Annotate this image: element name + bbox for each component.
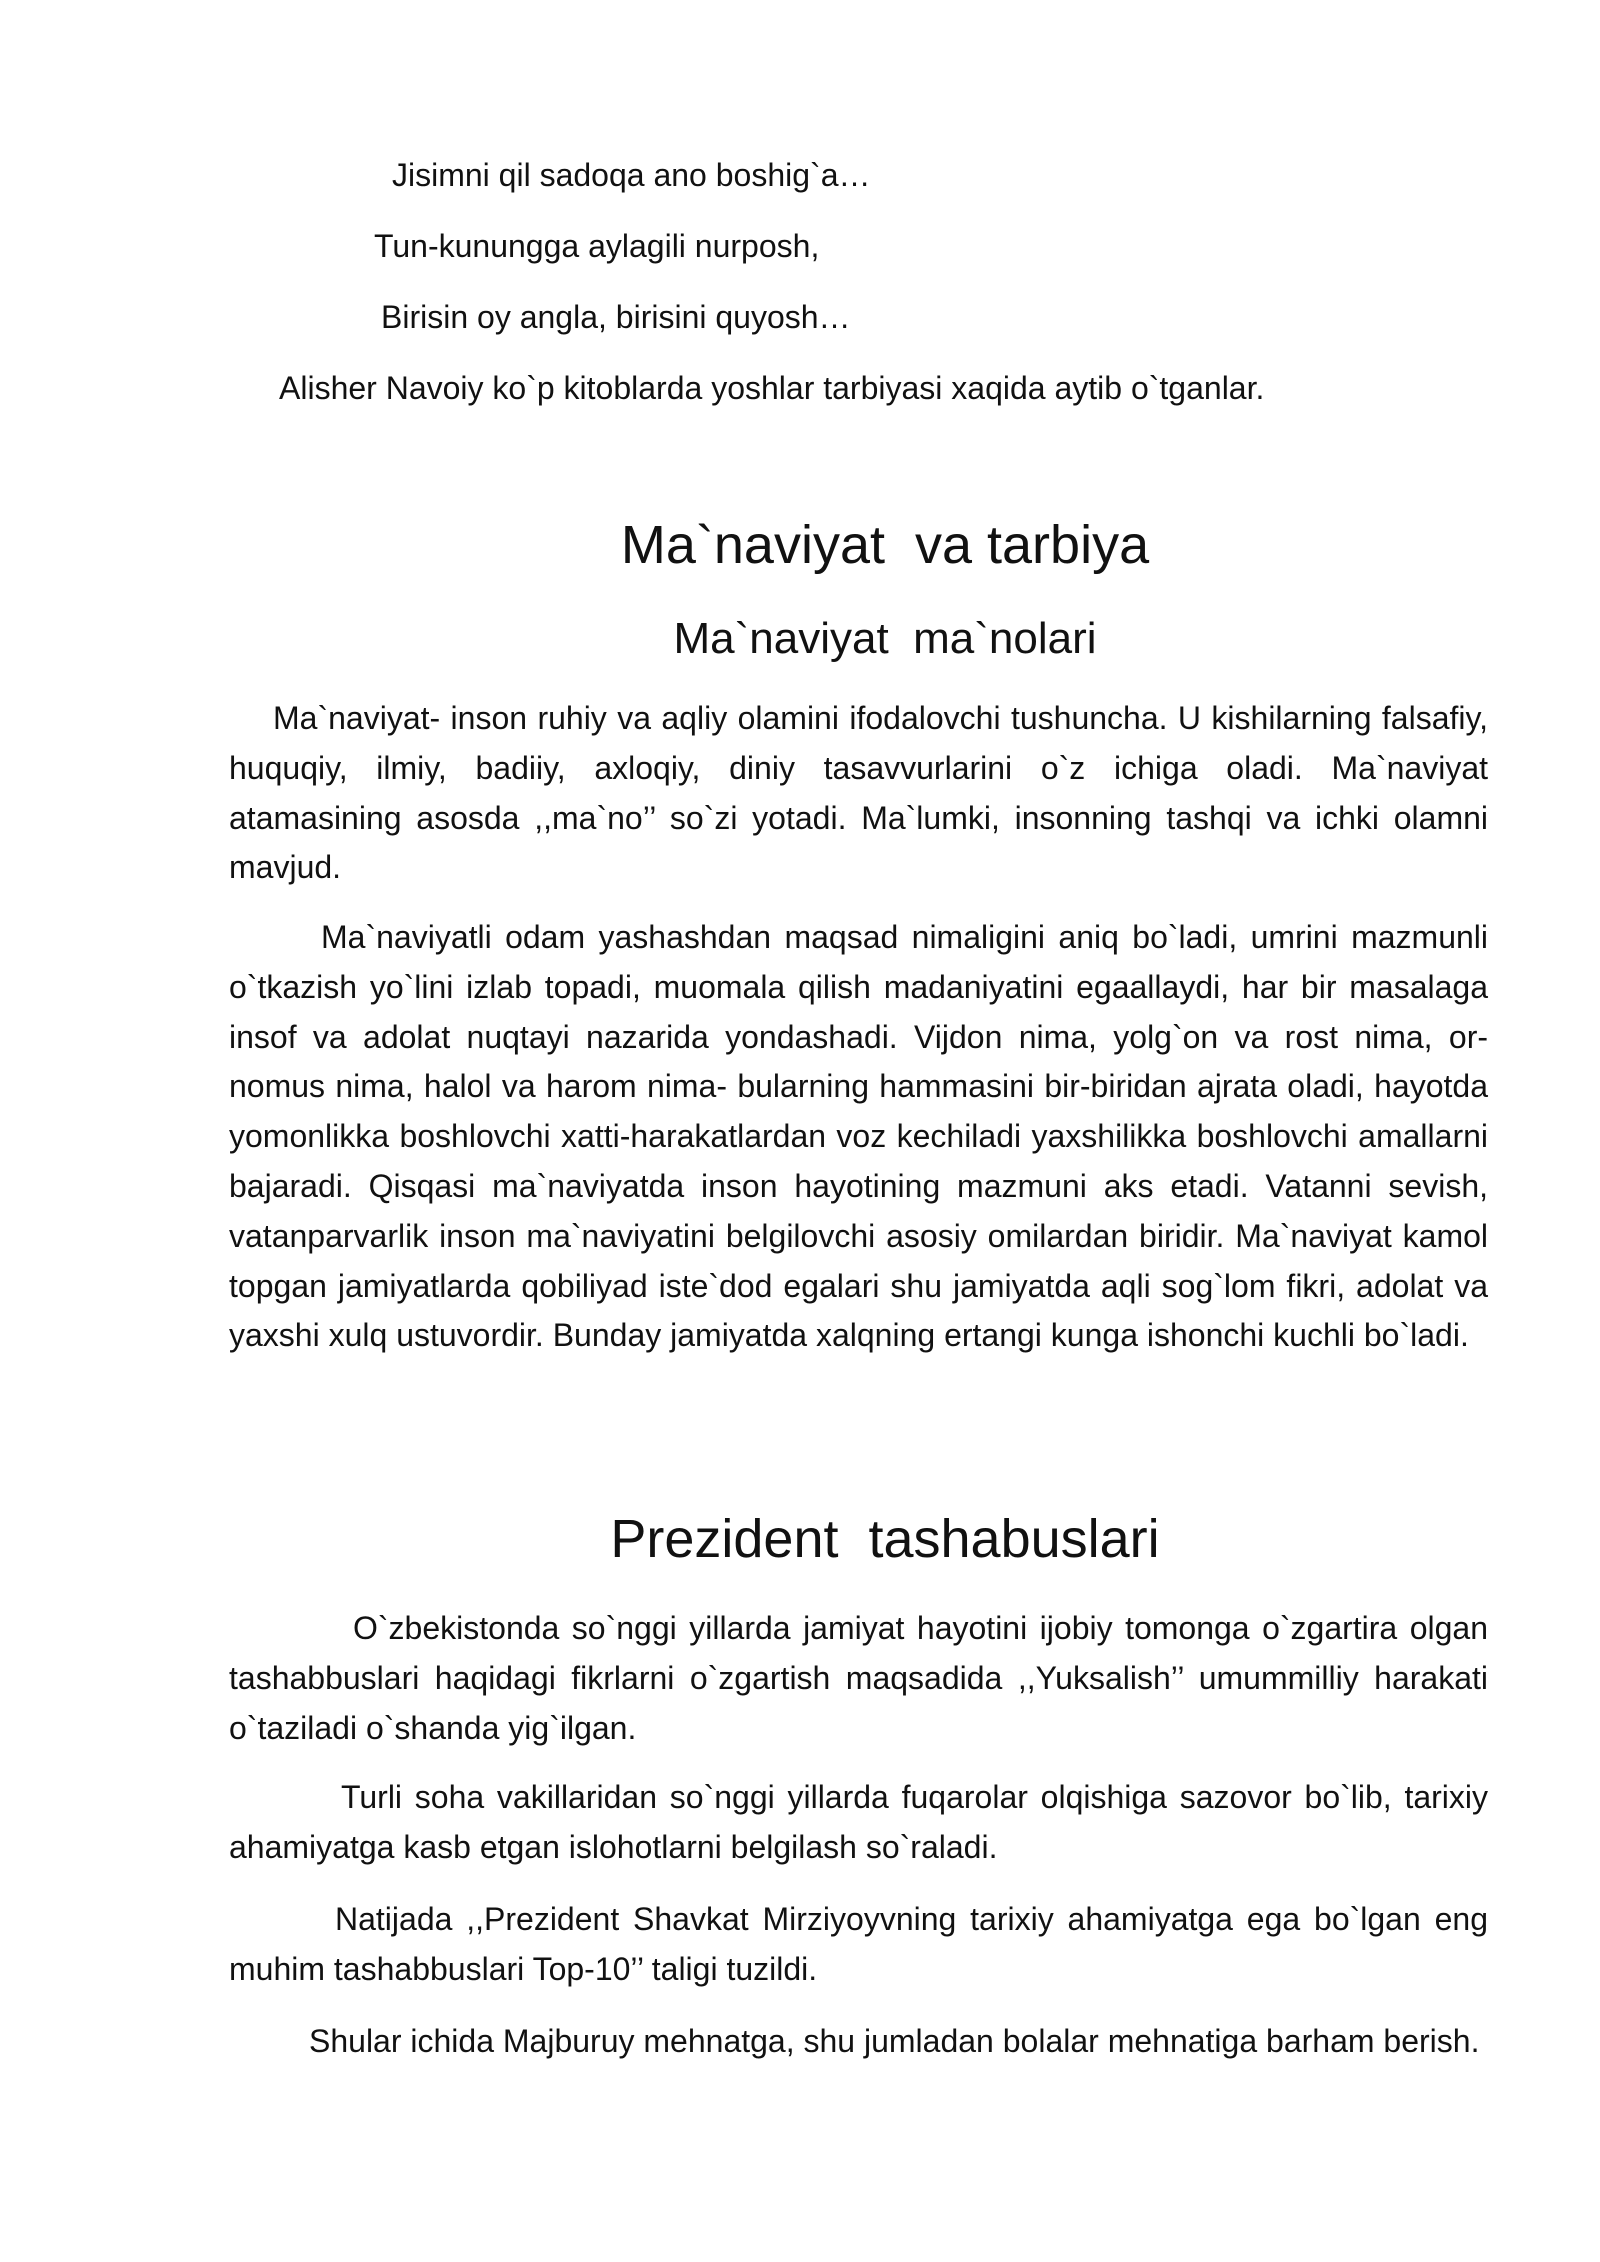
- paragraph: Ma`naviyatli odam yashashdan maqsad nimaligini aniq bo`ladi, umrini mazmunli o`tkazish yo`lini izlab topadi, muomala qilish madaniyatini egaallaydi, har bir masalaga insof va adolat nuqtayi nazarida yondashadi. Vijdon nima, yolg`on va rost nima, or-nomus nima, halol va harom nima- bularning hammasini bir-biridan ajrata oladi, hayotda yomonlikka boshlovchi xatti-harakatlardan voz kechiladi yaxshilikka boshlovchi amallarni bajaradi. Qisqasi ma`naviyatda inson hayotining mazmuni aks etadi. Vatanni sevish, vatanparvarlik inson ma`naviyatini belgilovchi asosiy omilardan biridir. Ma`naviyat kamol topgan jamiyatlarda qobiliyad iste`dod egalari shu jamiyatda aqli sog`lom fikri, adolat va yaxshi xulq ustuvordir. Bunday jamiyatda xalqning ertangi kunga ishonchi kuchli bo`ladi.: [229, 919, 1488, 1354]
- verse-attribution: Alisher Navoiy ko`p kitoblarda yoshlar tarbiyasi xaqida aytib o`tganlar.: [279, 370, 1265, 406]
- verse-line-2: Tun-kunungga aylagili nurposh,: [374, 228, 820, 264]
- section-subtitle-manolari: Ma`naviyat ma`nolari: [673, 614, 1097, 663]
- paragraph: Turli soha vakillaridan so`nggi yillarda fuqarolar olqishiga sazovor bo`lib, tarixiy ahamiyatga kasb etgan islohotlarni belgilash so`raladi.: [229, 1779, 1488, 1865]
- verse-line-1: Jisimni qil sadoqa ano boshig`a…: [392, 157, 871, 193]
- section-title-manaviyat: Ma`naviyat va tarbiya: [620, 515, 1150, 575]
- paragraph: O`zbekistonda so`nggi yillarda jamiyat hayotini ijobiy tomonga o`zgartira olgan tashabbuslari haqidagi fikrlarni o`zgartish maqsadida ,,Yuksalish’’ umummilliy harakati o`taziladi o`shanda yig`ilgan.: [229, 1610, 1488, 1746]
- paragraph: Shular ichida Majburuy mehnatga, shu jumladan bolalar mehnatiga barham berish.: [309, 2023, 1480, 2059]
- paragraph: Natijada ,,Prezident Shavkat Mirziyoyvning tarixiy ahamiyatga ega bo`lgan eng muhim tashabbuslari Top-10’’ taligi tuzildi.: [229, 1901, 1488, 1987]
- paragraph: Ma`naviyat- inson ruhiy va aqliy olamini ifodalovchi tushuncha. U kishilarning falsafiy, huquqiy, ilmiy, badiiy, axloqiy, diniy tasavvurlarini o`z ichiga oladi. Ma`naviyat atamasining asosda ,,ma`no’’ so`zi yotadi. Ma`lumki, insonning tashqi va ichki olamni mavjud.: [229, 700, 1488, 886]
- section-title-prezident: Prezident tashabuslari: [610, 1509, 1160, 1569]
- verse-line-3: Birisin oy angla, birisini quyosh…: [381, 299, 851, 335]
